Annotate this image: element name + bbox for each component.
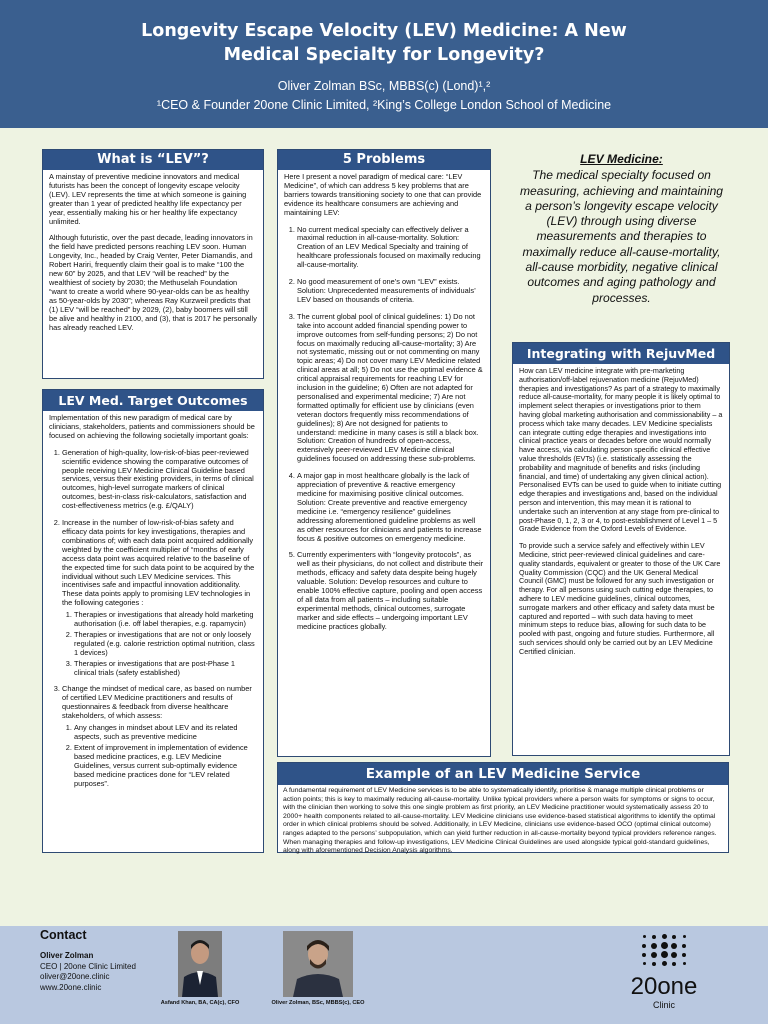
target-outcome-subitem: 3. Therapies or investigations that are post-Phase 1 clinical trials (safety established) xyxy=(74,660,257,678)
rejuvmed-body xyxy=(513,364,729,669)
clinic-logo xyxy=(630,932,698,1022)
logo-subtitle: Clinic xyxy=(652,1000,675,1010)
problem-item: 5. Currently experimenters with “longevity protocols”, as well as their physicians, do not collect and distribute their methods, efficacy and safety data despite being hugely valuable. Solution: Develop resources and culture to enable 100% effective capture, pooling and open access of all data from all patients – including suitable experimental methods, clinical outcomes, surrogate marker and side effects – undergoing important LEV medicine practices globally. xyxy=(297,551,484,631)
five-problems-body xyxy=(278,170,490,644)
what-is-lev-paragraph-1: A mainstay of preventive medicine innovators and medical futurists has been the concept of longevity escape velocity (LEV). LEV represents the time at which someone is gaining greater than 1 year of predicted healthy life expectancy per year, essentially making his or her healthy life expectancy unlimited. xyxy=(49,172,247,226)
target-outcomes-body xyxy=(43,411,263,800)
cfo-photo xyxy=(178,931,222,997)
target-outcome-item: 1. Generation of high-quality, low-risk-of-bias peer-reviewed scientific evidence showing the comparative outcomes of people receiving LEV Medicine Clinical Guideline based services, versus their existing providers, in terms of clinical outcomes, high-level surrogate markers of clinical outcomes, best-in-class risk-calculators, satisfaction and cost-effectiveness metrics (e.g. £/QALY) xyxy=(62,449,257,511)
problem-item: 1. No current medical specialty can effectively deliver a maximal reduction in all-cause-mortality. Solution: Creation of an LEV Medical Specialty and training of healthcare professionals focused on maximally reducing all-cause-mortality. xyxy=(297,226,484,271)
person-portrait-icon xyxy=(283,931,353,997)
what-is-lev-paragraph-2: Although futuristic, over the past decade, leading innovators in the field have predicted persons reaching LEV soon. Human Longevity, Inc., headed by Craig Venter, Peter Diamandis, and Robert Hariri, frequently claim their goal is to make “100 the new 60” by 2025, and that LEV “will be reached” by the wealthiest of society by 2030; the Methuselah Foundation “want to create a world where 90-year-olds can be as healthy as 50-year-olds by 2030”; whereas Ray Kurzweil predicts that (1) LEV “will be reached” by 2029, (2), baby boomers will still be alive and healthy in 2100, and (3), that is 2017 he personally has already reached LEV. xyxy=(49,233,257,332)
target-outcome-item: 3. Change the mindset of medical care, as based on number of certified LEV Medicine practitioners and results of questionnaires & feedback from diverse healthcare stakeholders, of which assess: 1. Any changes in mindset about LEV and its related aspects, such as preventive medicine 2. Extent of improvement in implementation of evidence based medicine practices, e.g. LEV Medicine Guidelines, versus current sub-optimally evidence based medicine practices done for “LEV related purposes”. xyxy=(62,685,257,788)
definition-title: LEV Medicine: xyxy=(580,152,663,166)
what-is-lev-body xyxy=(43,170,263,344)
target-outcome-sublist xyxy=(62,724,257,788)
target-outcome-subitem: 1. Therapies or investigations that already hold marketing authorisation (i.e. off label therapies, e.g. rapamycin) xyxy=(74,611,257,629)
what-is-lev-panel xyxy=(42,149,264,379)
title-line-1: Longevity Escape Velocity (LEV) Medicine: A New xyxy=(141,21,627,41)
poster-title xyxy=(0,0,768,67)
five-problems-heading: 5 Problems xyxy=(278,150,490,170)
poster-header xyxy=(0,0,768,128)
five-problems-panel xyxy=(277,149,491,757)
rejuvmed-paragraph-2: To provide such a service safely and effectively within LEV Medicine, strict peer-reviewed clinical guidelines and care-quality standards, equivalent or greater to those of the UK Care Quality Commission (CQC) and the UK General Medical Council (GMC) must be followed for any such investigation or therapy. For all persons using such cutting edge therapies, to adhere to LEV medicine guidelines, clinical outcomes, surrogate markers and other efficacy and safety data must be captured and reported – with such data having to meet minimum steps to reduce bias, allowing for such data to be pooled with past, ongoing and future studies. Furthermore, all such services should only be carried out by an LEV Medicine Certified clinician. xyxy=(519,541,721,656)
contact-heading: Contact xyxy=(40,928,87,942)
lev-medicine-definition xyxy=(515,152,728,306)
contact-details xyxy=(40,951,136,993)
cfo-caption: Asfand Khan, BA, CA(c), CFO xyxy=(160,1000,240,1006)
problem-item: 4. A major gap in most healthcare globally is the lack of appreciation of preventive & reactive emergency medicine for maximising positive clinical outcomes. Solution: Create preventive and reactive emergency medicine i.e. “emergency resilience” guidelines addressing aforementioned guideline problems as well as other resources for clinicians and patients to increase focus & positive outcomes on emergency medicine. xyxy=(297,472,484,543)
ceo-caption: Oliver Zolman, BSc, MBBS(c), CEO xyxy=(271,1000,365,1006)
logo-name: 20one xyxy=(630,973,698,1000)
example-service-heading: Example of an LEV Medicine Service xyxy=(278,763,728,785)
example-service-panel xyxy=(277,762,729,853)
target-outcome-item: 2. Increase in the number of low-risk-of-bias safety and efficacy data points for key investigations, therapies and combinations of; with each data point acquired additionally weighted by the coefficient multiplier of “months of early access data point was acquired relative to the baseline of the expected time for such data point to be acquired by the individual without such LEV Medicine services. This incentivises safe and impactful innovation additionality. These data points apply to promising LEV technologies in the following categories : 1. Therapies or investigations that already hold marketing authorisation (i.e. off label therapies, e.g. rapamycin) 2. Therapies or investigations that are not or only loosely regulated (e.g. calorie restriction optimal nutrition, class 1 devices) 3. Therapies or investigations that are post-Phase 1 clinical trials (safety established) xyxy=(62,519,257,677)
rejuvmed-heading: Integrating with RejuvMed xyxy=(513,343,729,364)
target-outcomes-panel xyxy=(42,389,264,853)
problem-item: 3. The current global pool of clinical guidelines: 1) Do not take into account added financial spending power to improve outcomes from self-funding persons; 2) Do not focus on maximally reducing all-cause-mortality; 3) Are not systematic, missing out or not commenting on many topic areas; 4) Do not cover many LEV Medicine related clinical areas at all; 5) Do not use the optimal evidence & critical appraisal requirements for reaching LEV for inclusion in the guideline; 6) Often are not adapted for personalised and experimental medicine; 7) Are not formatted optimally for efficient use by clinicians (even veteran doctors frequently miss recommendations of guidelines); 8) Are not designed for patients to understand: medicine in many cases is still a black box. Solution: Creation of hundreds of open-access, extensively peer-reviewed LEV Medicine clinical guidelines focused on addressing these sub-problems. xyxy=(297,313,484,464)
rejuvmed-paragraph-1: How can LEV medicine integrate with pre-marketing authorisation/off-label rejuvenation medicine (RejuvMed) therapies and investigations? As part of a strategy to maximally reduce all-cause-mortality, for many people it is likely optimal to implement select therapies or investigations prior to them having global marketing authorisation and commissionability – a process which take many decades. LEV Medicine specialists can integrate cutting edge therapies and investigations into clinical practice years or decades before one would normally have access, via calculating person specific clinical effective value thresholds (EVTs) (i.e. statistically assessing the probability and magnitude of benefits and risks (including financial, and time) of undertaking any given clinical action). Personalised EVTs can be used to guide when to initiate cutting edge therapies and investigations and, based on the individual person and intervention, this may mean it is rational to undertake such an intervention at any stage from pre-clinical to post-Phase 0, 1, 2, 3 or 4, to post-establishment of Level 1 – 5 Grade Evidence from the Oxford Levels of Evidence. xyxy=(519,366,723,534)
five-problems-intro: Here I present a novel paradigm of medical care: “LEV Medicine”, of which can address 5 key problems that are barriers towards transitioning society to one that can provide evidence its healthcare consumers are achieving and maintaining LEV: xyxy=(284,172,482,217)
contact-email[interactable]: oliver@20one.clinic xyxy=(40,972,110,981)
five-problems-list xyxy=(284,226,484,632)
contact-name: Oliver Zolman xyxy=(40,951,94,960)
problem-item: 2. No good measurement of one’s own “LEV” exists. Solution: Unprecedented measurements of individuals’ LEV based on thousands of criteria. xyxy=(297,278,484,305)
target-outcomes-list xyxy=(49,449,257,789)
example-service-body: A fundamental requirement of LEV Medicine services is to be able to systematically identify, prioritise & manage multiple clinical problems or action points; this is key to maximally reducing all-cause-mortality. Unlike typical providers where a person waits for symptoms or signs to occur, with the clinician then working to solve this one single problem as first priority, an LEV Medicine practitioner would systematically assess 20 to 2000+ health components related to all-cause-mortality. LEV Medicine clinicians use evidence-based statistical algorithms to identify the optimal order in which clinical problems should be solved. Additionally, in LEV Medicine, clinicians use evidence-based OCO (optimal clinical outcome) ranges adapted to the persons’ subpopulation, which can yield further reduction in all-cause-mortality beyond typical providers reference ranges. When managing therapies and follow-up investigations, LEV Medicine Clinical Guidelines are used alongside typical gold-standard guidelines, along with aforementioned Decision Analysis algorithms. xyxy=(283,787,717,855)
target-outcome-sublist xyxy=(62,611,257,677)
contact-role: CEO | 20one Clinic Limited xyxy=(40,961,136,971)
what-is-lev-heading: What is “LEV”? xyxy=(43,150,263,170)
ceo-photo xyxy=(283,931,353,997)
rejuvmed-panel xyxy=(512,342,730,756)
person-portrait-icon xyxy=(178,931,222,997)
target-outcomes-intro: Implementation of this new paradigm of medical care by clinicians, stakeholders, patients and commissioners should be focused on achieving the following societally important goals: xyxy=(49,413,255,440)
target-outcomes-heading: LEV Med. Target Outcomes xyxy=(43,390,263,411)
target-outcome-subitem: 1. Any changes in mindset about LEV and its related aspects, such as preventive medicine xyxy=(74,724,257,742)
affiliations: ¹CEO & Founder 20one Clinic Limited, ²King’s College London School of Medicine xyxy=(156,98,612,112)
target-outcome-subitem: 2. Therapies or investigations that are not or only loosely regulated (e.g. calorie restriction optimal nutrition, class 1 devices) xyxy=(74,631,257,658)
authors: Oliver Zolman BSc, MBBS(c) (Lond)¹,² xyxy=(277,79,491,93)
target-outcome-subitem: 2. Extent of improvement in implementation of evidence based medicine practices, e.g. LEV Medicine Guidelines, versus current sub-optimally evidence based medicine practices done for “LEV related purposes”. xyxy=(74,744,257,789)
definition-text: The medical specialty focused on measuring, achieving and maintaining a person’s longevity escape velocity (LEV) through using diverse measurements and therapies to maximally reduce all-cause-mortality, all-cause morbidity, negative clinical outcomes and aging pathology and processes. xyxy=(519,168,724,305)
contact-website[interactable]: www.20one.clinic xyxy=(40,982,102,992)
title-line-2: Medical Specialty for Longevity? xyxy=(223,45,545,65)
logo-dots-icon xyxy=(639,932,689,970)
contact-section xyxy=(40,928,136,993)
